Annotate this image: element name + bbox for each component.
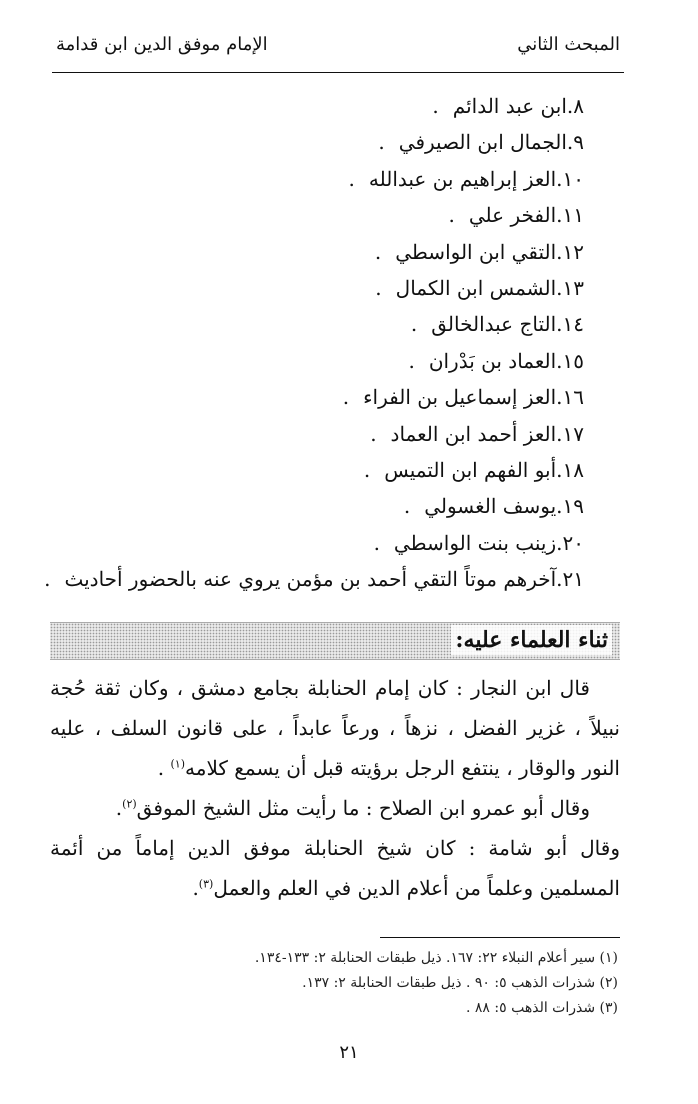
list-item: ١٢.التقي ابن الواسطي. — [374, 239, 584, 264]
list-item: ٩.الجمال ابن الصيرفي. — [378, 130, 584, 155]
students-list — [44, 88, 584, 597]
list-item: ١١.الفخر علي. — [448, 203, 584, 228]
paragraph-abu-shama: وقال أبو شامة : كان شيخ الحنابلة موفق الدين إماماً من أئمة المسلمين وعلماً من أعلام الدين في العلم والعمل$^{(٣)}$. — [50, 836, 620, 900]
list-item: ١٩.يوسف الغسولي. — [403, 494, 584, 519]
footnote-ref: (٣) — [198, 877, 214, 891]
list-item: ٢١.آخرهم موتاً التقي أحمد بن مؤمن يروي عنه بالحضور أحاديث. — [44, 567, 584, 592]
list-item: ٢٠.زينب بنت الواسطي. — [373, 530, 584, 555]
paragraph-ibn-salah: وقال أبو عمرو ابن الصلاح : ما رأيت مثل الشيخ الموفق$^{(٢)}$. — [115, 796, 590, 820]
footnote: (٣) شذرات الذهب ٥: ٨٨ . — [465, 1000, 618, 1016]
running-header — [56, 34, 620, 61]
footnotes — [60, 946, 618, 1021]
footnote: (٢) شذرات الذهب ٥: ٩٠ . ذيل طبقات الحنابلة ٢: ١٣٧. — [302, 975, 618, 991]
list-item: ١٤.التاج عبدالخالق. — [410, 312, 584, 337]
page-number: ٢١ — [339, 1042, 359, 1063]
footnote-ref: (١) — [170, 757, 186, 771]
header-rule — [52, 72, 624, 73]
body-text — [50, 668, 620, 908]
list-item: ٨.ابن عبد الدائم. — [432, 94, 584, 118]
header-chapter: المبحث الثاني — [517, 34, 620, 55]
list-item: ١٥.العماد بن بَدْران. — [408, 348, 584, 373]
list-item: ١٠.العز إبراهيم بن عبدالله. — [348, 166, 584, 191]
section-heading: ثناء العلماء عليه: — [451, 625, 612, 655]
list-item: ١٦.العز إسماعيل بن الفراء. — [342, 385, 584, 410]
header-book-title: الإمام موفق الدين ابن قدامة — [56, 34, 268, 55]
paragraph-ibn-najjar: قال ابن النجار : كان إمام الحنابلة بجامع دمشق ، وكان ثقة حُجة نبيلاً ، غزير الفضل ، نزهاً ، ورعاً عابداً ، على قانون السلف ، عليه النور والوقار ، ينتفع الرجل برؤيته قبل أن يسمع كلامه$^{(١)}$ . — [50, 676, 620, 780]
footnote-ref: (٢) — [122, 797, 137, 811]
footnote: (١) سير أعلام النبلاء ٢٢: ١٦٧. ذيل طبقات الحنابلة ٢: ١٣٣-١٣٤. — [254, 950, 618, 966]
list-item: ١٣.الشمس ابن الكمال. — [375, 275, 584, 300]
footnote-rule — [380, 937, 620, 938]
list-item: ١٧.العز أحمد ابن العماد. — [370, 421, 584, 446]
section-heading-box — [50, 622, 620, 660]
list-item: ١٨.أبو الفهم ابن التميس. — [363, 457, 584, 482]
